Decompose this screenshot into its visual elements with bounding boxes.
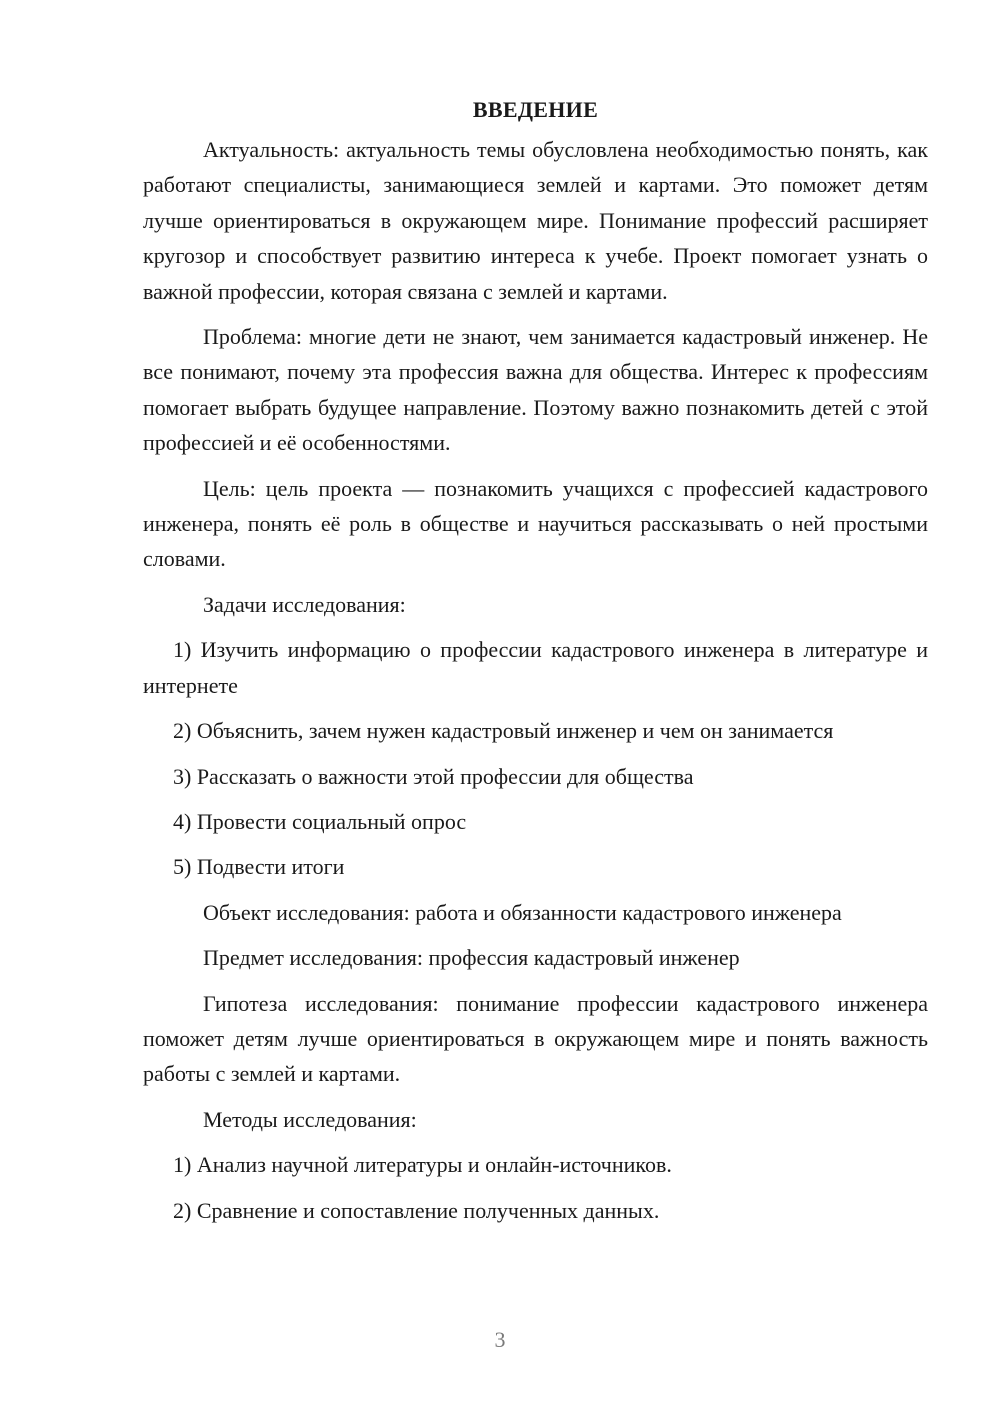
object-paragraph: Объект исследования: работа и обязанности кадастрового инженера — [203, 899, 842, 925]
task-item: 4) Провести социальный опрос — [173, 808, 467, 834]
document-page — [143, 92, 928, 1238]
tasks-title: Задачи исследования: — [203, 591, 406, 617]
task-item: 3) Рассказать о важности этой профессии для общества — [173, 763, 694, 789]
task-item: 5) Подвести итоги — [173, 854, 345, 880]
method-item: 1) Анализ научной литературы и онлайн-источников. — [173, 1152, 672, 1178]
hypothesis-paragraph: Гипотеза исследования: понимание профессии кадастрового инженера поможет детям лучше ориентироваться в окружающем мире и понять важность работы с землей и картами. — [143, 990, 928, 1087]
task-item: 1) Изучить информацию о профессии кадастрового инженера в литературе и интернете — [143, 637, 928, 698]
methods-title: Методы исследования: — [203, 1106, 417, 1132]
goal-paragraph: Цель: цель проекта — познакомить учащихся с профессией кадастрового инженера, понять её роль в обществе и научиться рассказывать о ней простыми словами. — [143, 475, 928, 572]
relevance-paragraph: Актуальность: актуальность темы обусловлена необходимостью понять, как работают специалисты, занимающиеся землей и картами. Это поможет детям лучше ориентироваться в окружающем мире. Понимание профессий расширяет кругозор и способствует развитию интереса к учебе. Проект помогает узнать о важной профессии, которая связана с землей и картами. — [143, 137, 928, 304]
method-item: 2) Сравнение и сопоставление полученных данных. — [173, 1197, 660, 1223]
problem-paragraph: Проблема: многие дети не знают, чем занимается кадастровый инженер. Не все понимают, почему эта профессия важна для общества. Интерес к профессиям помогает выбрать будущее направление. Поэтому важно познакомить детей с этой профессией и её особенностями. — [143, 324, 928, 456]
task-item: 2) Объяснить, зачем нужен кадастровый инженер и чем он занимается — [173, 718, 834, 744]
subject-paragraph: Предмет исследования: профессия кадастровый инженер — [203, 945, 740, 971]
section-heading: ВВЕДЕНИЕ — [472, 97, 599, 122]
page-number: 3 — [494, 1327, 506, 1352]
